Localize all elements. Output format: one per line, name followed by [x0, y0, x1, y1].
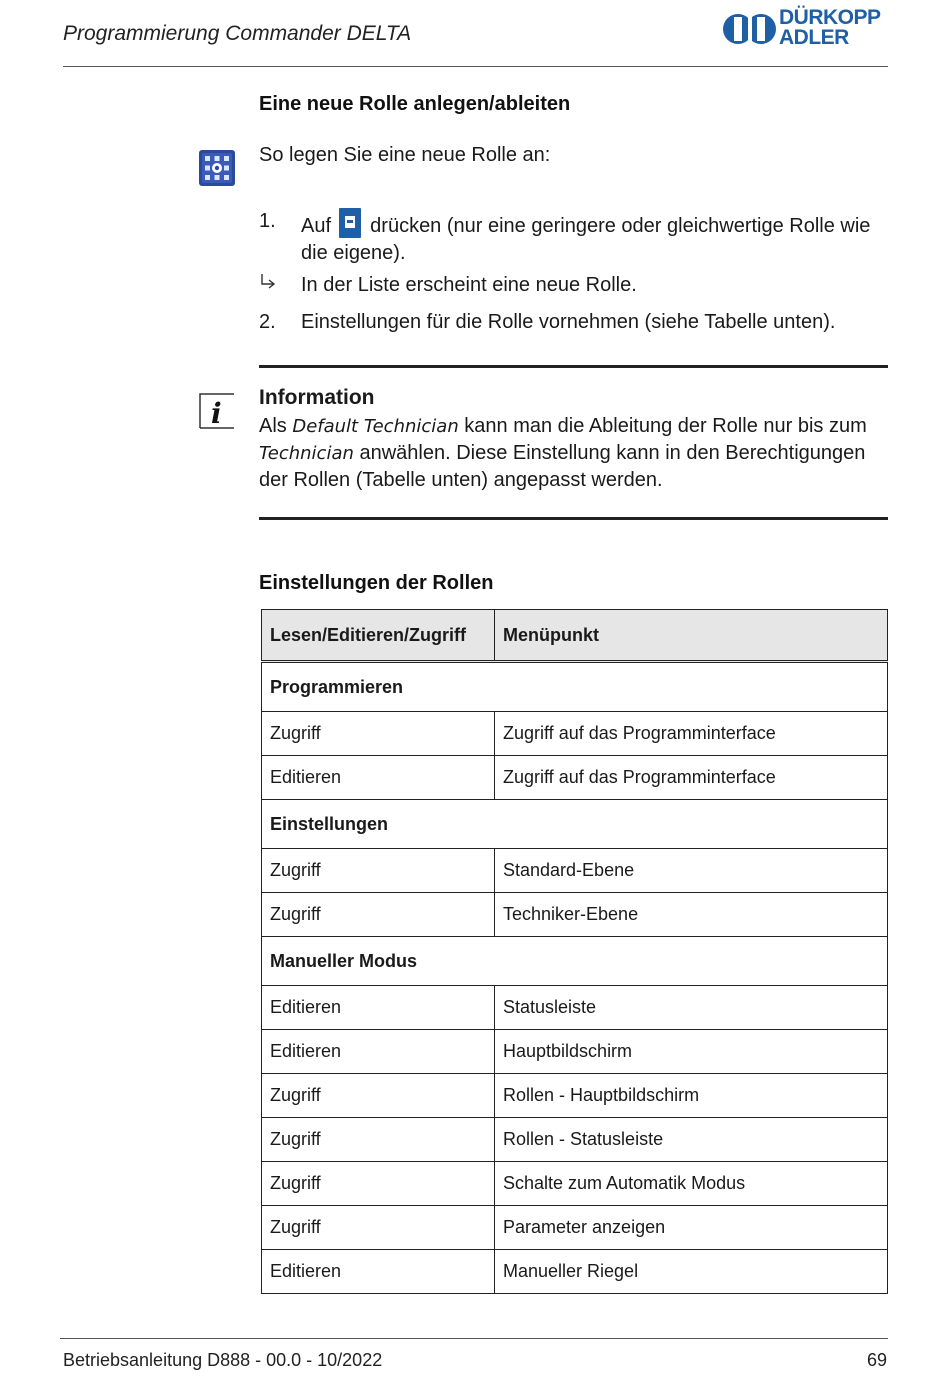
- permission-cell: Zugriff: [262, 1162, 495, 1206]
- section-title: Einstellungen: [262, 800, 888, 849]
- table-row: [262, 1030, 888, 1074]
- svg-text:i: i: [211, 397, 222, 429]
- footer-document: Betriebsanleitung D888 - 00.0 - 10/2022: [63, 1350, 383, 1370]
- header-title: Programmierung Commander DELTA: [63, 22, 412, 45]
- step-number: 1.: [259, 210, 276, 232]
- header-divider: [63, 66, 888, 67]
- info-italic-2: Technician: [259, 443, 354, 464]
- column-header: Menüpunkt: [495, 610, 888, 662]
- step-result-text: In der Liste erscheint eine neue Rolle.: [301, 274, 637, 296]
- menu-item-cell: Statusleiste: [495, 986, 888, 1030]
- section-title: Programmieren: [262, 662, 888, 712]
- info-text-2: kann man die Ableitung der Rolle nur bis zum: [458, 415, 867, 437]
- table-row: [262, 1206, 888, 1250]
- table-heading: Einstellungen der Rollen: [259, 572, 494, 594]
- table-row: [262, 1118, 888, 1162]
- permission-cell: Zugriff: [262, 712, 495, 756]
- menu-item-cell: Manueller Riegel: [495, 1250, 888, 1294]
- permission-cell: Editieren: [262, 1030, 495, 1074]
- page-number: 69: [866, 1350, 887, 1370]
- menu-item-cell: Techniker-Ebene: [495, 893, 888, 937]
- permission-cell: Zugriff: [262, 1118, 495, 1162]
- info-text-1: Als: [259, 415, 293, 437]
- permission-cell: Zugriff: [262, 1074, 495, 1118]
- menu-item-cell: Rollen - Statusleiste: [495, 1118, 888, 1162]
- section-heading: Eine neue Rolle anlegen/ableiten: [259, 93, 571, 115]
- roles-table: [261, 609, 888, 1294]
- table-section-row: [262, 937, 888, 986]
- duerkopp-adler-logo: [723, 8, 893, 50]
- menu-item-cell: Parameter anzeigen: [495, 1206, 888, 1250]
- step-text-after: drücken (nur eine geringere oder gleichwertige Rolle wie die eigene).: [301, 215, 871, 264]
- table-row: [262, 893, 888, 937]
- information-icon: [199, 393, 235, 429]
- menu-item-cell: Hauptbildschirm: [495, 1030, 888, 1074]
- logo-line-1: DÜRKOPP: [779, 6, 881, 29]
- footer-divider: [60, 1338, 888, 1339]
- info-body: [259, 413, 894, 494]
- table-section-row: [262, 800, 888, 849]
- menu-item-cell: Rollen - Hauptbildschirm: [495, 1074, 888, 1118]
- table-row: [262, 849, 888, 893]
- column-header: Lesen/Editieren/Zugriff: [262, 610, 495, 662]
- table-header-row: [262, 610, 888, 662]
- menu-item-cell: Zugriff auf das Programminterface: [495, 712, 888, 756]
- intro-text: So legen Sie eine neue Rolle an:: [259, 144, 551, 166]
- permission-cell: Zugriff: [262, 849, 495, 893]
- info-text-3: anwählen. Diese Einstellung kann in den Berechtigungen der Rollen (Tabelle unten) angepasst werden.: [259, 442, 866, 491]
- programming-mode-icon: [199, 150, 235, 186]
- step-text-before: Auf: [301, 215, 332, 237]
- permission-cell: Zugriff: [262, 893, 495, 937]
- menu-item-cell: Zugriff auf das Programminterface: [495, 756, 888, 800]
- menu-item-cell: Schalte zum Automatik Modus: [495, 1162, 888, 1206]
- info-italic-1: Default Technician: [292, 416, 459, 437]
- info-top-rule: [259, 365, 888, 368]
- table-row: [262, 1250, 888, 1294]
- step-number: 2.: [259, 311, 276, 333]
- result-arrow-icon: [259, 272, 277, 302]
- table-row: [262, 712, 888, 756]
- permission-cell: Zugriff: [262, 1206, 495, 1250]
- logo-mark-icon: [723, 8, 777, 50]
- table-row: [262, 756, 888, 800]
- table-row: [262, 1074, 888, 1118]
- info-title: Information: [259, 386, 375, 409]
- logo-line-2: ADLER: [779, 26, 849, 49]
- table-row: [262, 986, 888, 1030]
- permission-cell: Editieren: [262, 986, 495, 1030]
- section-title: Manueller Modus: [262, 937, 888, 986]
- permission-cell: Editieren: [262, 1250, 495, 1294]
- menu-item-cell: Standard-Ebene: [495, 849, 888, 893]
- table-row: [262, 1162, 888, 1206]
- info-bottom-rule: [259, 517, 888, 520]
- table-section-row: [262, 662, 888, 712]
- permission-cell: Editieren: [262, 756, 495, 800]
- step-text: Einstellungen für die Rolle vornehmen (siehe Tabelle unten).: [301, 311, 836, 333]
- new-role-button-icon: [339, 208, 361, 238]
